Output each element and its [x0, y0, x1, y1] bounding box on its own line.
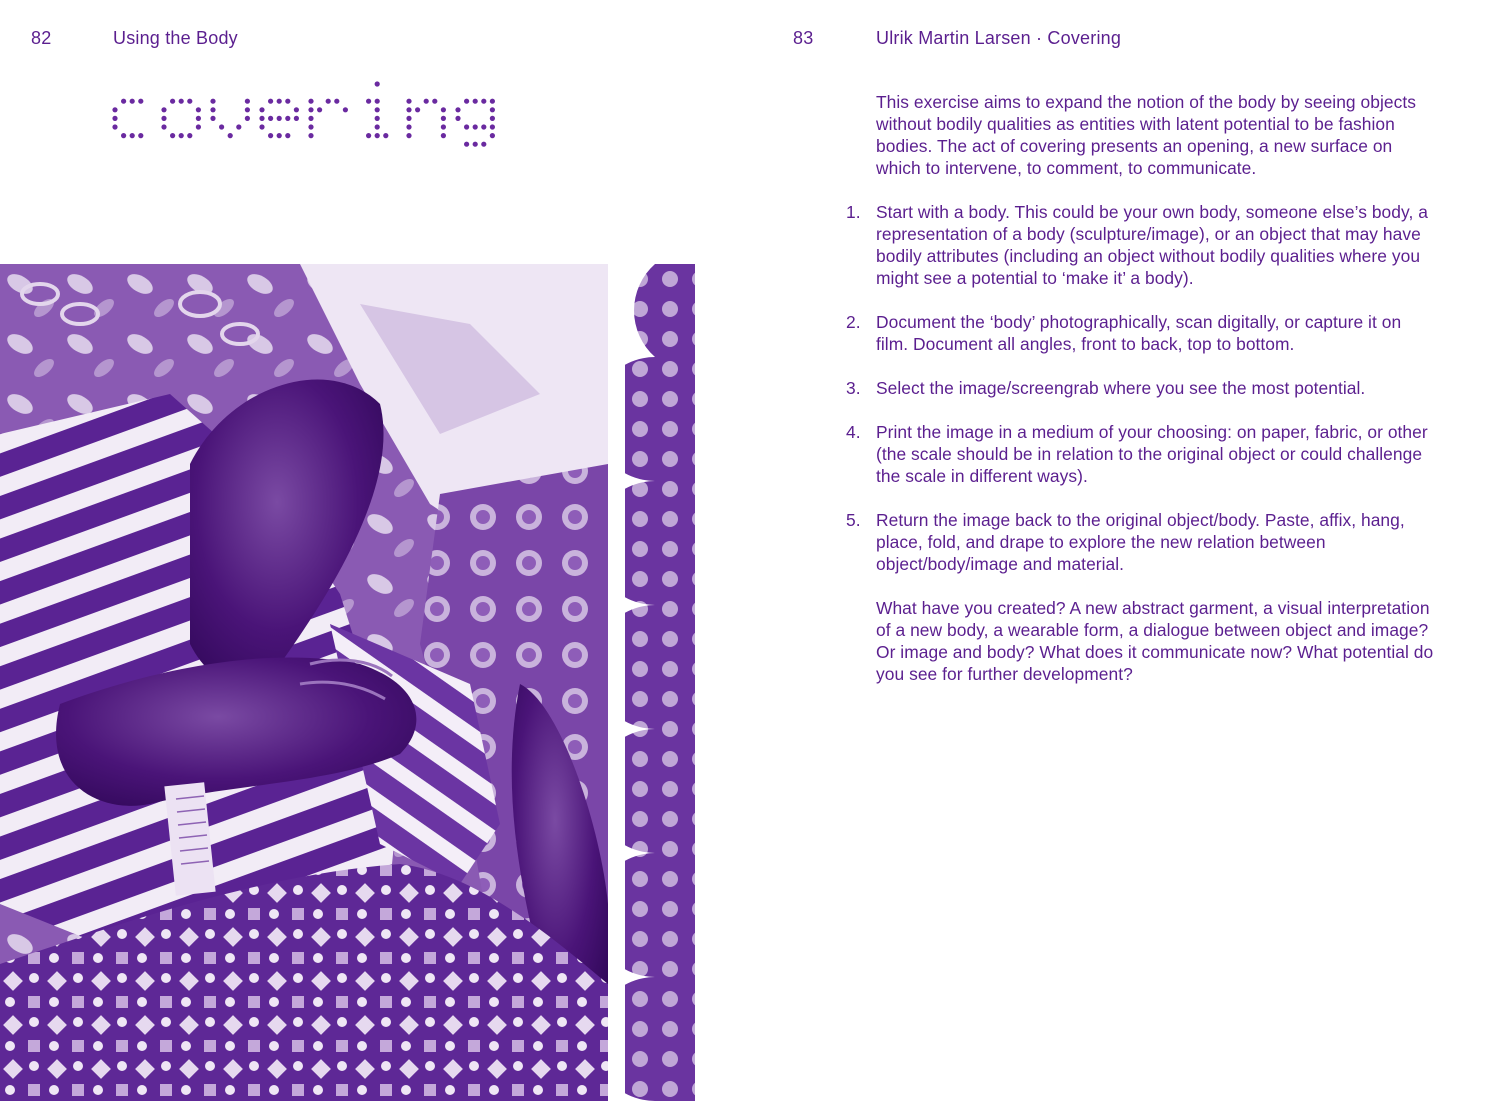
title-dot [490, 99, 495, 104]
running-head-left: Using the Body [113, 28, 238, 48]
title-dot [441, 107, 446, 112]
title-dot [375, 99, 380, 104]
title-dot [277, 116, 282, 121]
page-number-left: 82 [31, 28, 52, 48]
title-dot [326, 99, 331, 104]
title-dot [138, 99, 143, 104]
step-item [846, 201, 1436, 289]
title-dot [455, 107, 460, 112]
title-dot [138, 133, 143, 138]
step-number: 4. [846, 422, 861, 442]
title-dot [196, 124, 201, 129]
title-dot [294, 116, 299, 121]
title-dot [210, 107, 215, 112]
title-dot [464, 142, 469, 147]
title-dot [161, 124, 166, 129]
title-dot [375, 116, 380, 121]
title-dot [196, 116, 201, 121]
title-dot [277, 133, 282, 138]
title-dot [210, 116, 215, 121]
title-dot [441, 116, 446, 121]
dot-matrix-title [110, 78, 510, 158]
title-dot [112, 107, 117, 112]
title-dot [170, 99, 175, 104]
title-dot [308, 116, 313, 121]
title-dot [179, 133, 184, 138]
title-dot [259, 124, 264, 129]
step-text: Print the image in a medium of your choosing: on paper, fabric, or other (the scale should be in relation to the original object or could challenge the scale in different ways). [876, 422, 1428, 486]
step-item [846, 421, 1436, 487]
title-dot [424, 99, 429, 104]
step-text: Select the image/screengrab where you see the most potential. [876, 378, 1366, 398]
title-dot [334, 99, 339, 104]
scalloped-image-strip-icon [625, 264, 695, 1101]
title-dot [308, 99, 313, 104]
title-dot [245, 116, 250, 121]
title-dot [245, 99, 250, 104]
title-dot [481, 99, 486, 104]
title-dot [406, 133, 411, 138]
title-dot [308, 124, 313, 129]
title-dot [277, 99, 282, 104]
title-dot [406, 107, 411, 112]
purple-duotone-photo-icon [0, 264, 608, 1101]
title-dot [490, 107, 495, 112]
title-dot [383, 133, 388, 138]
step-number: 5. [846, 510, 861, 530]
title-dot [464, 99, 469, 104]
title-dot [179, 99, 184, 104]
title-dot [285, 133, 290, 138]
title-dot [210, 99, 215, 104]
intro-paragraph: This exercise aims to expand the notion of the body by seeing objects without bodily qualities as entities with latent potential to be fashion bodies. The act of covering presents an opening, a new surface on which to intervene, to comment, to communicate. [876, 92, 1416, 178]
title-dot [228, 133, 233, 138]
title-dot [259, 116, 264, 121]
title-dot [473, 99, 478, 104]
title-dot [366, 133, 371, 138]
step-text: Start with a body. This could be your own body, someone else’s body, a representation of a body (sculpture/image), or an object that may have bodily attributes (including an object without bodily qualities where you might see a potential to ‘make it’ a body). [876, 202, 1428, 288]
title-dot [285, 99, 290, 104]
title-dot [455, 116, 460, 121]
title-dot [375, 133, 380, 138]
title-dot [112, 124, 117, 129]
title-dot [375, 107, 380, 112]
exercise-text [846, 91, 1436, 685]
title-dot [285, 116, 290, 121]
title-dot [308, 133, 313, 138]
step-number: 2. [846, 312, 861, 332]
title-dot [161, 116, 166, 121]
title-dot [464, 124, 469, 129]
title-dot [375, 124, 380, 129]
title-dot [366, 99, 371, 104]
title-dot [187, 133, 192, 138]
title-dot [187, 99, 192, 104]
title-dot [259, 107, 264, 112]
title-dot [130, 99, 135, 104]
step-text: Document the ‘body’ photographically, scan digitally, or capture it on film. Document all angles, front to back, top to bottom. [876, 312, 1402, 354]
title-dot [441, 124, 446, 129]
title-dot [121, 99, 126, 104]
title-dot [490, 124, 495, 129]
right-page [750, 0, 1500, 1101]
title-dot [441, 133, 446, 138]
title-dot [490, 133, 495, 138]
step-text: Return the image back to the original object/body. Paste, affix, hang, place, fold, and drape to explore the new relation between object/body/image and material. [876, 510, 1405, 574]
title-dot [317, 107, 322, 112]
title-dot [268, 99, 273, 104]
title-dot [170, 133, 175, 138]
title-dot [343, 107, 348, 112]
title-dot [406, 99, 411, 104]
title-dot [245, 107, 250, 112]
title-dot [294, 107, 299, 112]
title-dot [481, 142, 486, 147]
step-number: 3. [846, 378, 861, 398]
title-dot [268, 116, 273, 121]
running-head-right: Ulrik Martin Larsen · Covering [876, 28, 1122, 48]
title-dot [268, 133, 273, 138]
step-item [846, 509, 1436, 575]
title-dot [121, 133, 126, 138]
title-dot [473, 124, 478, 129]
title-dot [406, 116, 411, 121]
title-dot [473, 142, 478, 147]
title-dot [236, 124, 241, 129]
title-dot [112, 116, 117, 121]
page-number-right: 83 [793, 28, 814, 48]
steps-list [846, 201, 1436, 575]
title-dot [219, 124, 224, 129]
title-dot [415, 107, 420, 112]
title-dot [432, 99, 437, 104]
closing-paragraph: What have you created? A new abstract garment, a visual interpretation of a new body, a wearable form, a dialogue between object and image? Or image and body? What does it communicate now? What potential do you see for further development? [876, 598, 1434, 684]
step-item [846, 311, 1436, 355]
title-dot [161, 107, 166, 112]
title-dot [375, 81, 380, 86]
title-dot [196, 107, 201, 112]
title-dot [490, 116, 495, 121]
title-dot [481, 124, 486, 129]
step-item [846, 377, 1436, 399]
title-dot [406, 124, 411, 129]
title-dot [130, 133, 135, 138]
title-dot [308, 107, 313, 112]
step-number: 1. [846, 202, 861, 222]
